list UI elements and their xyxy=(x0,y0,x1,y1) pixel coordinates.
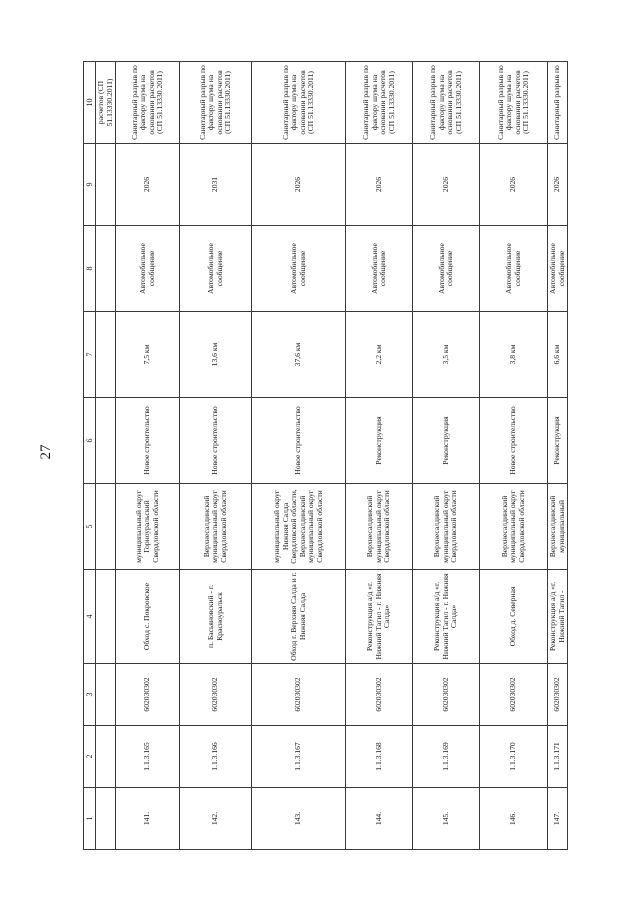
okato-code-cell: 602030302 xyxy=(480,664,548,726)
restriction-zone-cell: Санитарный разрыв по фактору шума на основании расчетов (СП 51.13330.2011) xyxy=(346,62,413,144)
object-code-cell: 1.1.3.170 xyxy=(480,726,548,788)
restriction-zone-cell: Санитарный разрыв по фактору шума на основании расчетов (СП 51.13330.2011) xyxy=(480,62,548,144)
deadline-year-cell: 2026 xyxy=(252,144,346,226)
location-cell: Верхнесалдинский муниципальный округ Свердловской области xyxy=(346,484,413,570)
restriction-zone-cell: Санитарный разрыв по фактору шума на основании расчетов (СП 51.13330.2011) xyxy=(413,62,480,144)
continuation-row xyxy=(96,62,116,850)
table-row xyxy=(252,62,346,850)
deadline-year-cell: 2026 xyxy=(116,144,180,226)
work-type-cell: Новое строительство xyxy=(116,398,180,484)
location-cell: Верхнесалдинский муниципальный xyxy=(548,484,568,570)
location-cell: Верхнесалдинский муниципальный округ Свердловской области xyxy=(180,484,252,570)
length-cell: 3,8 км xyxy=(480,312,548,398)
object-name-cell: Обход г. Верхняя Салда и г. Нижняя Салда xyxy=(252,570,346,664)
column-number-row xyxy=(84,62,96,850)
purpose-cell: Автомобильное сообщение xyxy=(180,226,252,312)
work-type-cell: Новое строительство xyxy=(180,398,252,484)
length-cell: 2,2 км xyxy=(346,312,413,398)
deadline-year-cell: 2026 xyxy=(413,144,480,226)
table-row xyxy=(413,62,480,850)
object-code-cell: 1.1.3.167 xyxy=(252,726,346,788)
table-row xyxy=(116,62,180,850)
purpose-cell: Автомобильное сообщение xyxy=(116,226,180,312)
page-number: 27 xyxy=(38,444,54,460)
length-cell: 7,5 км xyxy=(116,312,180,398)
location-cell: муниципальный округ Горноуральский Свердловской области xyxy=(116,484,180,570)
location-cell: Верхнесалдинский муниципальный округ Свердловской области xyxy=(413,484,480,570)
row-number-cell: 147. xyxy=(548,788,568,850)
table-row xyxy=(180,62,252,850)
registry-table-container xyxy=(83,62,575,850)
row-number-cell: 145. xyxy=(413,788,480,850)
column-number: 6 xyxy=(84,398,96,484)
object-code-cell: 1.1.3.165 xyxy=(116,726,180,788)
purpose-cell: Автомобильное сообщение xyxy=(548,226,568,312)
object-code-cell: 1.1.3.169 xyxy=(413,726,480,788)
work-type-cell: Новое строительство xyxy=(252,398,346,484)
location-cell: муниципальный округ Нижняя Салда Свердловской области, Верхнесалдинский муниципальный округ Свердловской области xyxy=(252,484,346,570)
object-name-cell: Реконструкция а/д «г. Нижний Тагил - г. Нижняя Салда» xyxy=(346,570,413,664)
object-code-cell: 1.1.3.166 xyxy=(180,726,252,788)
column-number: 10 xyxy=(84,62,96,144)
restriction-zone-cell: Санитарный разрыв по фактору шума на основании расчетов (СП 51.13330.2011) xyxy=(180,62,252,144)
row-number-cell: 141. xyxy=(116,788,180,850)
purpose-cell: Автомобильное сообщение xyxy=(480,226,548,312)
restriction-zone-cell: Санитарный разрыв по фактору шума на основании расчетов (СП 51.13330.2011) xyxy=(116,62,180,144)
length-cell: 6,6 км xyxy=(548,312,568,398)
length-cell: 37,6 км xyxy=(252,312,346,398)
column-number: 2 xyxy=(84,726,96,788)
object-name-cell: п. Басьяновский - г. Красноуральск xyxy=(180,570,252,664)
purpose-cell: Автомобильное сообщение xyxy=(346,226,413,312)
deadline-year-cell: 2031 xyxy=(180,144,252,226)
purpose-cell: Автомобильное сообщение xyxy=(413,226,480,312)
column-number: 7 xyxy=(84,312,96,398)
column-number: 8 xyxy=(84,226,96,312)
okato-code-cell: 602030302 xyxy=(116,664,180,726)
object-name-cell: Обход д. Северная xyxy=(480,570,548,664)
object-name-cell: Реконструкция а/д «г. Нижний Тагил - xyxy=(548,570,568,664)
okato-code-cell: 602030302 xyxy=(548,664,568,726)
column-number: 5 xyxy=(84,484,96,570)
length-cell: 3,5 км xyxy=(413,312,480,398)
deadline-year-cell: 2026 xyxy=(346,144,413,226)
table-row xyxy=(480,62,548,850)
object-code-cell: 1.1.3.171 xyxy=(548,726,568,788)
object-name-cell: Реконструкция а/д «г. Нижний Тагил - г. Нижняя Салда» xyxy=(413,570,480,664)
okato-code-cell: 602030302 xyxy=(413,664,480,726)
row-number-cell: 143. xyxy=(252,788,346,850)
object-code-cell: 1.1.3.168 xyxy=(346,726,413,788)
work-type-cell: Реконструкция xyxy=(548,398,568,484)
restriction-zone-cell: Санитарный разрыв по xyxy=(548,62,568,144)
column-number: 3 xyxy=(84,664,96,726)
column-number: 9 xyxy=(84,144,96,226)
object-name-cell: Обход с. Покровское xyxy=(116,570,180,664)
registry-table xyxy=(83,61,568,850)
length-cell: 13,6 км xyxy=(180,312,252,398)
work-type-cell: Новое строительство xyxy=(480,398,548,484)
okato-code-cell: 602030302 xyxy=(346,664,413,726)
purpose-cell: Автомобильное сообщение xyxy=(252,226,346,312)
restriction-zone-cell: Санитарный разрыв по фактору шума на основании расчетов (СП 51.13330.2011) xyxy=(252,62,346,144)
work-type-cell: Реконструкция xyxy=(413,398,480,484)
okato-code-cell: 602030302 xyxy=(180,664,252,726)
location-cell: Верхнесалдинский муниципальный округ Свердловской области xyxy=(480,484,548,570)
table-row xyxy=(548,62,568,850)
okato-code-cell: 602030302 xyxy=(252,664,346,726)
column-number: 4 xyxy=(84,570,96,664)
row-number-cell: 146. xyxy=(480,788,548,850)
continued-cell: расчетов (СП 51.13330.2011) xyxy=(96,62,116,144)
row-number-cell: 142. xyxy=(180,788,252,850)
row-number-cell: 144. xyxy=(346,788,413,850)
deadline-year-cell: 2026 xyxy=(480,144,548,226)
table-row xyxy=(346,62,413,850)
work-type-cell: Реконструкция xyxy=(346,398,413,484)
deadline-year-cell: 2026 xyxy=(548,144,568,226)
column-number: 1 xyxy=(84,788,96,850)
